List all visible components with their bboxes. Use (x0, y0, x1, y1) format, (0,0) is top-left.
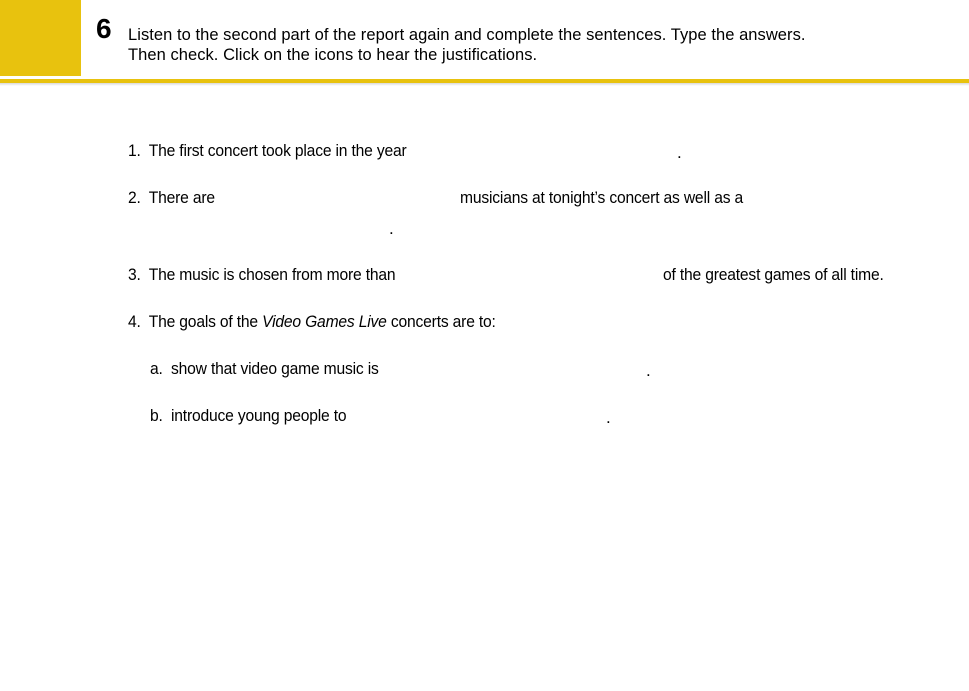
instruction-line-1: Listen to the second part of the report again and complete the sentences. Type the answers. (128, 26, 806, 44)
question-2-prompt: There are (148, 188, 215, 207)
exercise-number: 6 (96, 13, 112, 44)
question-4a-answer-input[interactable] (410, 358, 644, 380)
question-2-answer-2-input[interactable] (150, 216, 386, 238)
question-4b-letter: b. (150, 406, 163, 425)
question-1-text (128, 140, 407, 162)
question-2-middle-text: musicians at tonight’s concert as well as a (460, 188, 744, 207)
question-3-number: 3. (128, 265, 141, 284)
question-4a-text (150, 358, 379, 380)
question-3-trailing-text: of the greatest games of all time. (663, 265, 884, 284)
exercise-instructions (128, 25, 806, 65)
question-4b-period: . (606, 408, 611, 427)
instruction-line-2: Then check. Click on the icons to hear the justifications. (128, 46, 538, 64)
question-4a-period: . (646, 361, 651, 380)
question-4b-text (150, 405, 346, 427)
question-1-period: . (677, 143, 682, 162)
question-4-event-title: Video Games Live (262, 312, 387, 331)
question-4-text (128, 311, 496, 333)
question-3-prompt: The music is chosen from more than (148, 265, 396, 284)
question-2-number: 2. (128, 188, 141, 207)
question-1-number: 1. (128, 141, 141, 160)
question-3-text (128, 264, 395, 286)
question-4a-prompt: show that video game music is (171, 359, 379, 378)
question-1-prompt: The first concert took place in the year (148, 141, 407, 160)
question-2-period: . (389, 219, 394, 238)
question-2-answer-1-input[interactable] (224, 187, 454, 209)
question-3-answer-input[interactable] (428, 264, 658, 286)
header-accent-block (0, 0, 81, 76)
header-shadow (0, 83, 969, 86)
question-4-number: 4. (128, 312, 141, 331)
question-2-text (128, 187, 215, 209)
question-1-answer-input[interactable] (442, 140, 674, 162)
question-4-prompt-end: concerts are to: (390, 312, 496, 331)
question-4-prompt-start: The goals of the (148, 312, 258, 331)
question-4a-letter: a. (150, 359, 163, 378)
question-4b-prompt: introduce young people to (171, 406, 347, 425)
question-4b-answer-input[interactable] (370, 405, 604, 427)
exercise-header (0, 0, 969, 80)
